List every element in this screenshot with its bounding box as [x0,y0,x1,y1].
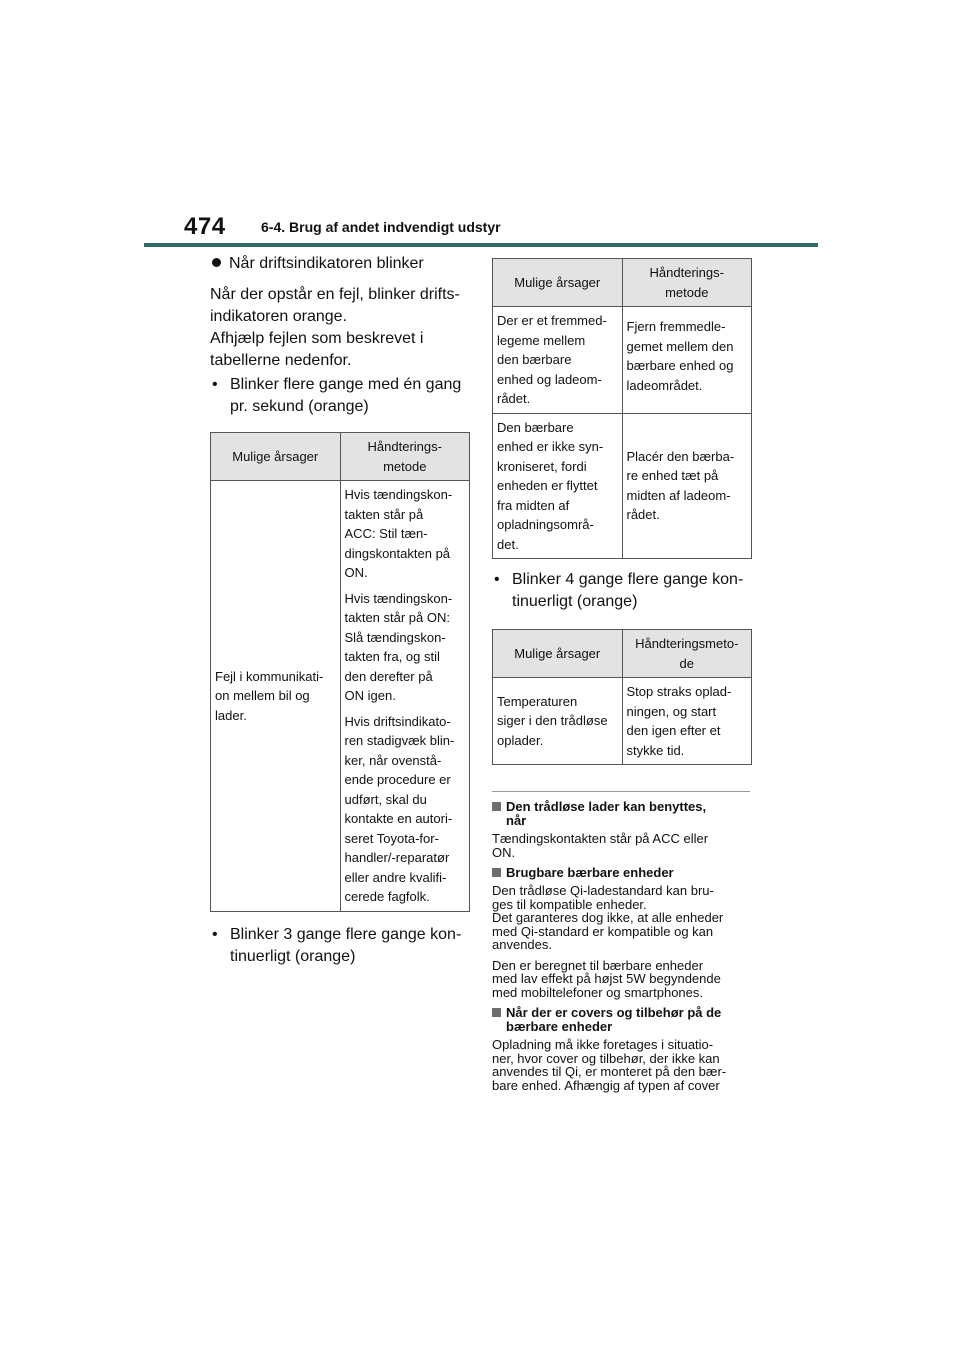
table-blink-once [210,432,470,912]
table-row [493,413,752,559]
bullet-dot-icon [212,258,221,267]
case-blink-once: • Blinker flere gange med én gang pr. sekund (orange) [212,376,462,415]
note-covers-accessories [492,1006,754,1092]
remedy-paragraph: Hvis tændingskon- takten står på ACC: Stil tæn- dingskontakten på ON. [344,487,453,580]
case-blink-3: • Blinker 3 gange flere gange kon- tinuerligt (orange) [212,925,462,965]
table-blink-3 [492,258,752,559]
left-column [210,254,472,968]
note-paragraph: Den er beregnet til bærbare enheder med lav effekt på højst 5W begyndende med mobiltelefoner og smartphones. [492,957,721,1000]
note-usable-when [492,800,754,859]
right-column [492,258,754,1099]
table-row [493,678,752,765]
indicator-blink-heading [210,254,472,274]
cause-cell: Der er et fremmed- legeme mellem den bærbare enhed og ladeom- rådet. [493,307,623,414]
intro-paragraph [210,284,472,372]
header-cause: Mulige årsager [493,630,623,678]
intro-line: Afhjælp fejlen som beskrevet i [210,330,424,347]
section-title: 6-4. Brug af andet indvendigt udstyr [261,219,501,235]
table-row [211,481,470,912]
header-remedy: Håndterings- metode [340,433,470,481]
table-row [493,307,752,414]
cause-cell: Den bærbare enhed er ikke syn- kroniseret, fordi enheden er flyttet fra midten af opladningsområ- det. [493,413,623,559]
note-title: Når der er covers og tilbehør på de bærbare enheder [492,1006,754,1034]
note-title: Den trådløse lader kan benyttes, når [492,800,754,828]
intro-line: tabellerne nedenfor. [210,352,352,369]
remedy-paragraph: Hvis driftsindikato- ren stadigvæk blin- ker, når ovenstå- ende procedure er udført, skal du kontakte en autori- seret Toyota-for- handler/-reparatør eller andre kvalifi- cerede fagfolk. [344,713,455,904]
table-header-row [493,630,752,678]
case-line: Blinker flere gange med én gang [230,376,462,393]
note-compatible-devices [492,866,754,999]
remedy-cell: Stop straks oplad- ningen, og start den igen efter et stykke tid. [622,678,752,765]
square-bullet-icon [492,1008,501,1017]
note-paragraph: Den trådløse Qi-ladestandard kan bru- ges til kompatible enheder. Det garanteres dog ikke, at alle enheder med Qi-standard er kompatible og kan anvendes. [492,883,724,952]
cause-cell: Fejl i kommunikati- on mellem bil og lader. [211,481,341,912]
case-line: tinuerligt (orange) [230,947,356,965]
note-title: Brugbare bærbare enheder [492,866,754,880]
table-header-row [211,433,470,481]
header-remedy: Håndterings- metode [622,259,752,307]
header-remedy: Håndteringsmeto- de [622,630,752,678]
case-line: Blinker 3 gange flere gange kon- [230,925,462,943]
header-cause: Mulige årsager [493,259,623,307]
table-blink-4 [492,629,752,765]
heading-text: Når driftsindikatoren blinker [229,255,424,272]
remedy-cell: Fjern fremmedle- gemet mellem den bærbare enhed og ladeområdet. [622,307,752,414]
case-blink-4: • Blinker 4 gange flere gange kon- tinuerligt (orange) [494,571,744,610]
case-line: tinuerligt (orange) [512,593,638,610]
intro-line: indikatoren orange. [210,308,347,325]
note-paragraph: Opladning må ikke foretages i situatio- ner, hvor cover og tilbehør, der ikke kan anvendes til Qi, er monteret på den bær- bare enhed. Afhængig af typen af cover [492,1037,727,1093]
remedy-cell: Placér den bærba- re enhed tæt på midten af ladeom- rådet. [622,413,752,559]
remedy-cell [340,481,470,912]
cause-cell: Temperaturen siger i den trådløse oplader. [493,678,623,765]
square-bullet-icon [492,802,501,811]
notes-divider [492,791,750,792]
intro-line: Når der opstår en fejl, blinker drifts- [210,286,460,303]
case-line: pr. sekund (orange) [230,398,369,415]
table-header-row [493,259,752,307]
note-paragraph: Tændingskontakten står på ACC eller ON. [492,831,709,860]
square-bullet-icon [492,868,501,877]
page-number: 474 [184,213,226,240]
case-line: Blinker 4 gange flere gange kon- [512,571,744,588]
header-cause: Mulige årsager [211,433,341,481]
header-rule [144,243,818,247]
remedy-paragraph: Hvis tændingskon- takten står på ON: Slå tændingskon- takten fra, og stil den derefter på ON igen. [344,590,453,703]
